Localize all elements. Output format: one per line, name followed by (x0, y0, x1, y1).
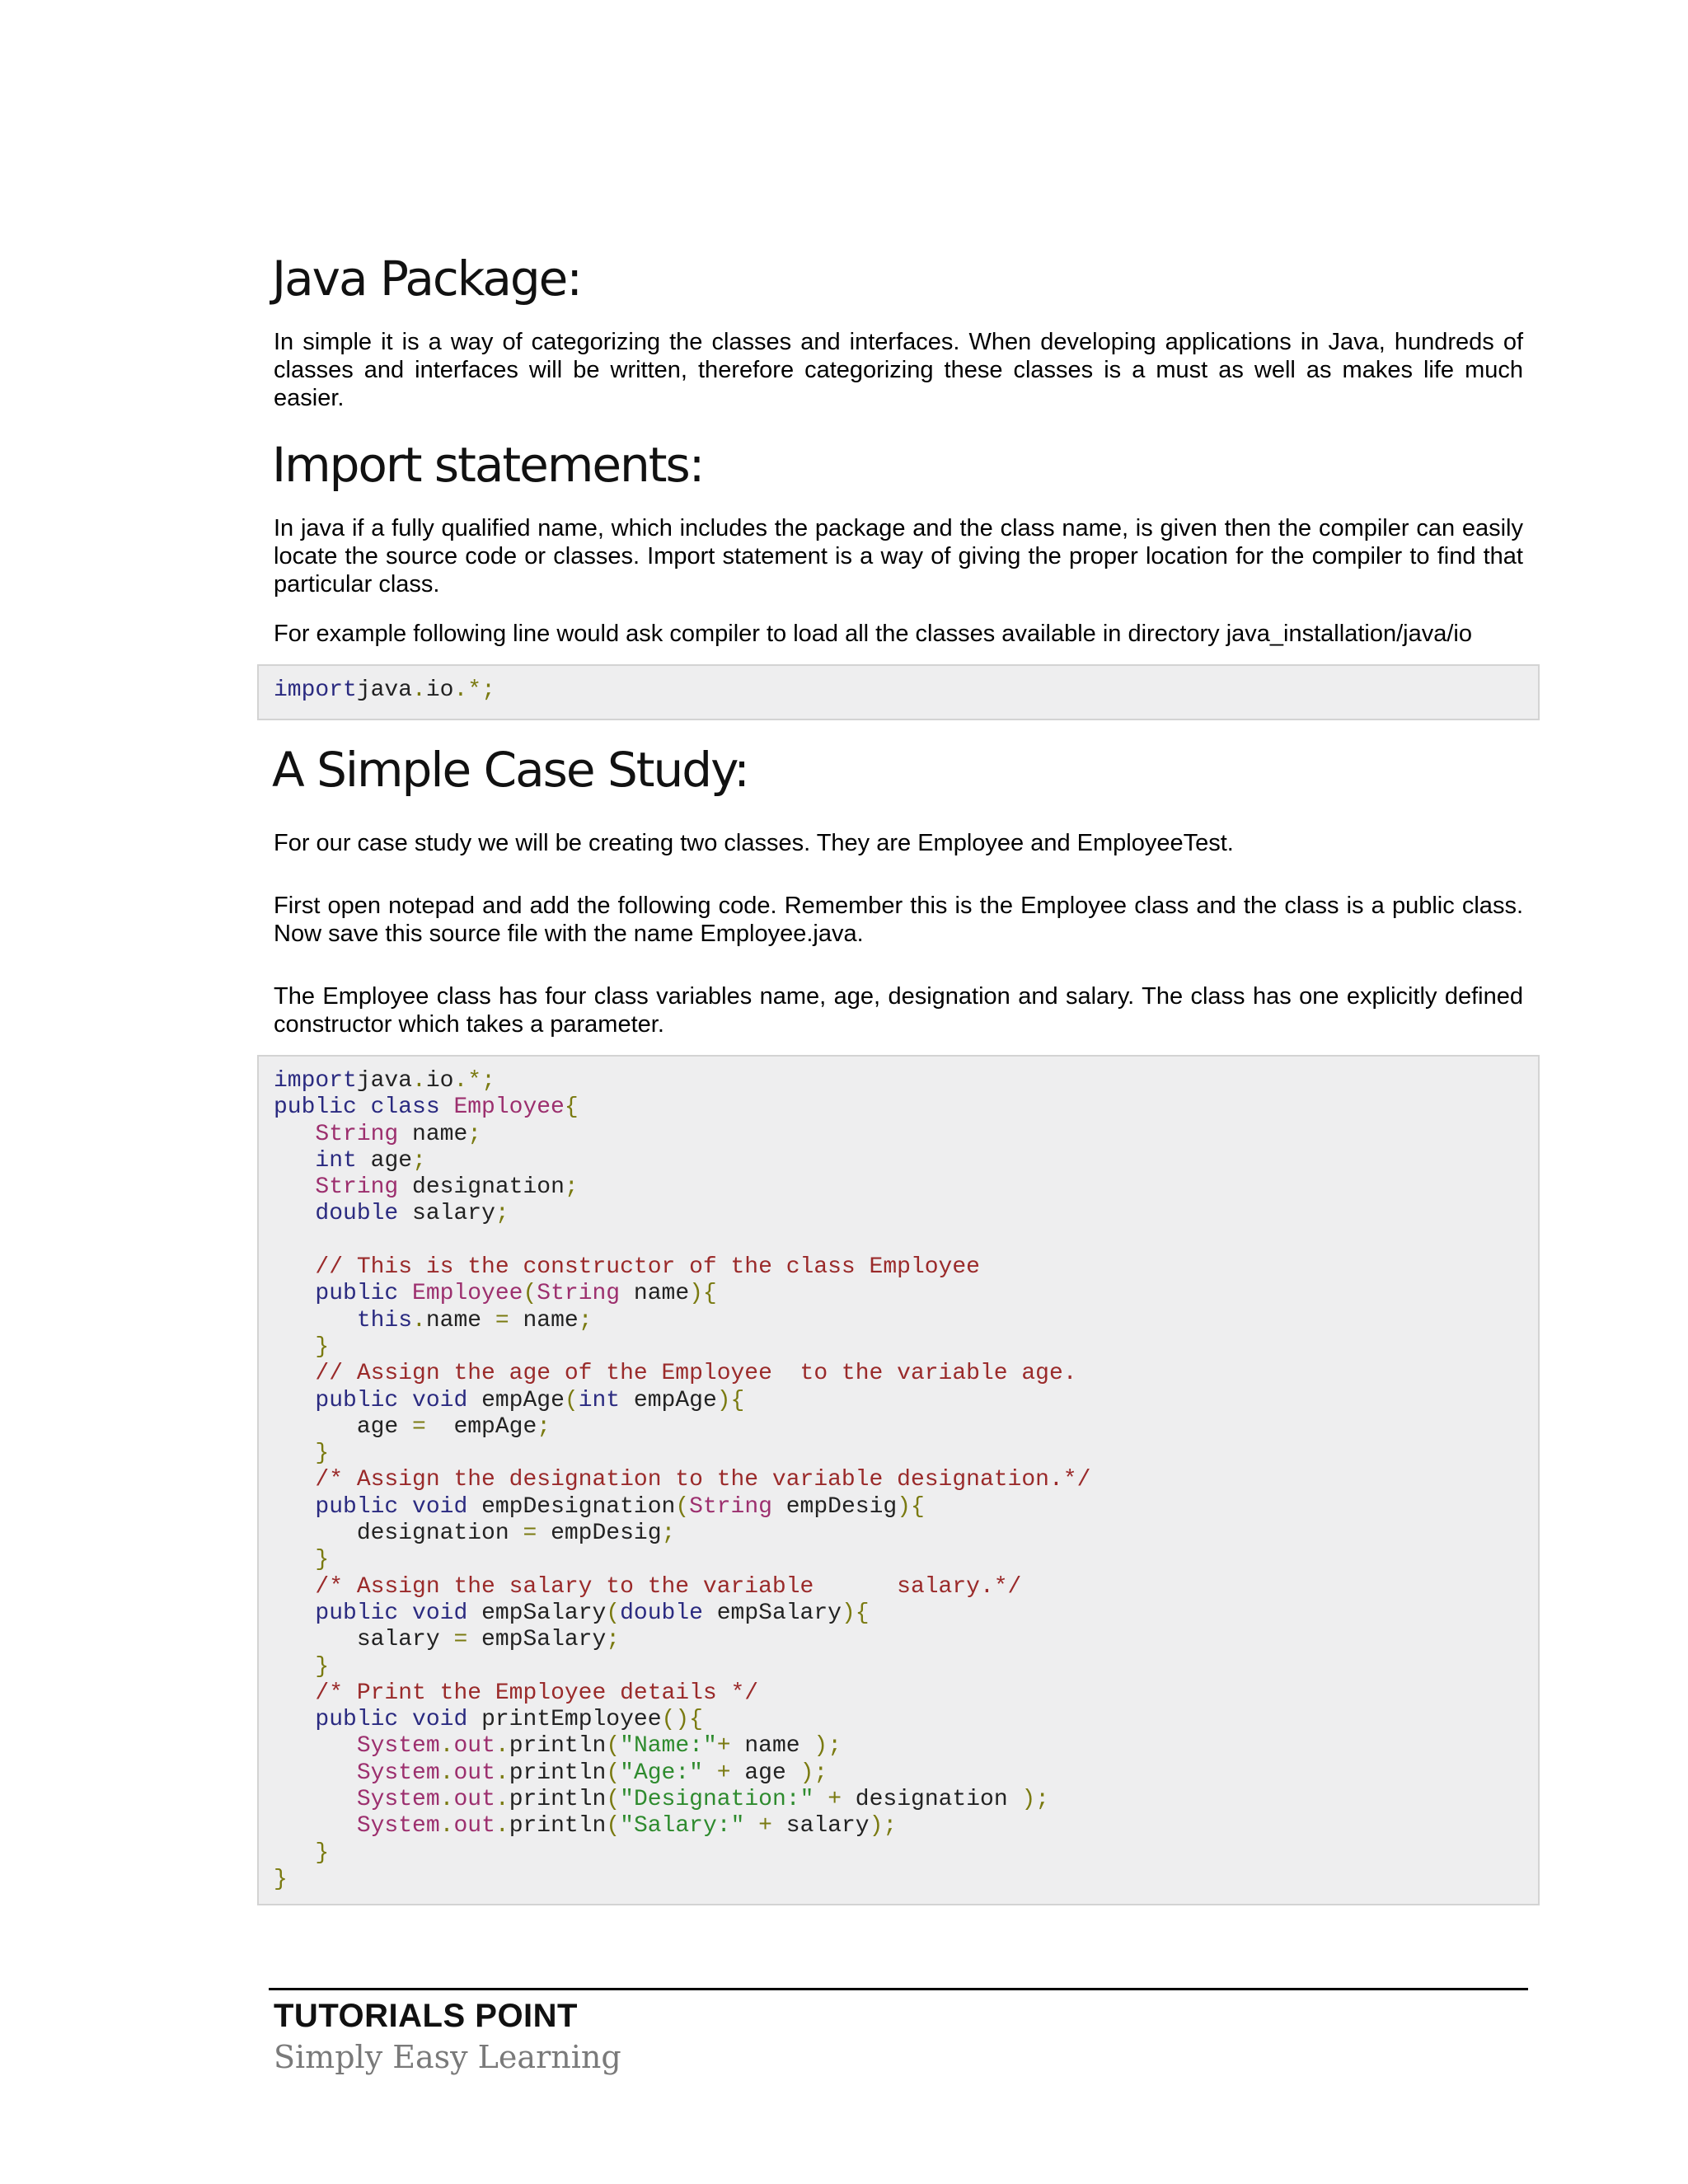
code-line (274, 1627, 1538, 1653)
code-token: public void (315, 1707, 468, 1733)
code-line (274, 1840, 1538, 1867)
code-token: int (578, 1387, 621, 1413)
code-token: . (439, 1760, 454, 1786)
code-token: empAge (467, 1387, 565, 1413)
code-token (274, 1707, 315, 1732)
code-token: public void (315, 1387, 468, 1413)
code-token: { (564, 1094, 579, 1121)
paragraph-case-study-3: The Employee class has four class variables name, age, designation and salary. The class has one explicitly defined constructor which takes a parameter. (274, 983, 1523, 1038)
code-token: Employee (453, 1094, 565, 1121)
code-token: } (315, 1333, 330, 1360)
code-line (274, 1654, 1538, 1680)
code-token: . (412, 1307, 426, 1333)
footer-brand: TUTORIALS POINT (274, 1998, 578, 2034)
code-token: double (620, 1600, 703, 1626)
code-token: ( (606, 1760, 621, 1786)
code-token: = (412, 1413, 426, 1440)
code-token (274, 1840, 315, 1866)
code-line (274, 1254, 1538, 1281)
footer-divider (269, 1988, 1528, 1990)
code-line (274, 1494, 1538, 1521)
code-line (274, 1334, 1538, 1361)
code-token: println (509, 1813, 607, 1840)
code-token: out (453, 1733, 495, 1760)
code-token: empDesignation (467, 1493, 676, 1520)
code-line (274, 1068, 1538, 1094)
code-token: System (356, 1813, 440, 1840)
code-token: = (523, 1521, 537, 1547)
code-token (274, 1467, 315, 1493)
code-line (274, 1281, 1538, 1307)
code-token: ( (606, 1733, 621, 1760)
code-line (274, 1574, 1538, 1601)
code-token (274, 1361, 315, 1386)
code-token: . (439, 1733, 454, 1760)
code-line (274, 1467, 1538, 1493)
code-token: empSalary (702, 1600, 842, 1626)
code-line (274, 1760, 1538, 1787)
code-token: = (495, 1307, 509, 1333)
code-token: . (495, 1733, 509, 1760)
code-token: ( (675, 1493, 690, 1520)
code-token (274, 1654, 315, 1680)
code-token: String (315, 1121, 399, 1147)
code-token: + (814, 1787, 842, 1813)
heading-import-statements: Import statements: (272, 437, 704, 493)
code-token: ); (799, 1760, 828, 1786)
paragraph-java-package: In simple it is a way of categorizing the classes and interfaces. When developing applications in Java, hundreds of classes and interfaces will be written, therefore categorizing these classes is a must as well as makes life much easier. (274, 329, 1523, 411)
code-token: io (425, 677, 454, 703)
code-token: . (412, 1068, 426, 1094)
code-line (274, 1122, 1538, 1148)
code-token: ; (537, 1413, 551, 1440)
code-line (274, 1680, 1538, 1707)
code-token: empDesig (537, 1521, 662, 1547)
code-line (274, 1787, 1538, 1813)
code-token: + (702, 1760, 731, 1786)
code-token (274, 1680, 315, 1706)
code-line (274, 1414, 1538, 1441)
code-token (274, 1281, 315, 1306)
code-token: } (315, 1547, 330, 1573)
paragraph-case-study-2: First open notepad and add the following code. Remember this is the Employee class and the class is a public class. Now save this source file with the name Employee.java. (274, 893, 1523, 947)
code-token: java (356, 677, 413, 703)
code-token: = (453, 1627, 468, 1653)
code-token: name (620, 1281, 690, 1307)
code-token (274, 1574, 315, 1600)
code-token (274, 1122, 315, 1147)
code-token (274, 1201, 315, 1226)
code-token: . (495, 1787, 509, 1813)
code-block-employee-class (257, 1055, 1540, 1905)
code-token: ); (814, 1733, 842, 1760)
code-line (274, 677, 1538, 704)
code-line (274, 1201, 1538, 1227)
code-token: ; (661, 1521, 676, 1547)
code-token: println (509, 1760, 607, 1786)
code-token: public void (315, 1493, 468, 1520)
code-token: name (425, 1307, 495, 1333)
code-block-import-example (257, 664, 1540, 720)
code-token: this (356, 1307, 413, 1333)
heading-simple-case-study: A Simple Case Study: (272, 742, 748, 798)
code-token: ; (578, 1307, 593, 1333)
code-token: ( (523, 1281, 537, 1307)
paragraph-import-statements-2: For example following line would ask compiler to load all the classes available in directory java_installation/java/io (274, 621, 1472, 647)
paragraph-import-statements-1: In java if a fully qualified name, which includes the package and the class name, is given then the compiler can easily locate the source code or classes. Import statement is a way of giving the proper location for the compiler to find that particular class. (274, 515, 1523, 598)
code-token: empAge (620, 1387, 717, 1413)
code-line (274, 1867, 1538, 1893)
code-token: System (356, 1733, 440, 1760)
code-token: designation (274, 1521, 523, 1547)
code-token (274, 1308, 357, 1333)
code-token: out (453, 1813, 495, 1840)
code-token (274, 1254, 315, 1280)
code-token (274, 1733, 357, 1759)
code-token: name (730, 1733, 814, 1760)
code-token: empSalary (467, 1600, 607, 1626)
code-token: name (398, 1121, 468, 1147)
code-token: String (315, 1174, 399, 1201)
code-token: "Salary:" (620, 1813, 745, 1840)
code-token: } (315, 1441, 330, 1467)
code-token: age (356, 1147, 413, 1174)
code-token: age (730, 1760, 800, 1786)
code-token: } (315, 1840, 330, 1866)
code-token: empDesig (771, 1493, 898, 1520)
code-line (274, 1441, 1538, 1467)
code-token: ; (564, 1174, 579, 1201)
code-token: ; (412, 1147, 426, 1174)
code-token: .*; (453, 1068, 495, 1094)
code-token: empAge (425, 1413, 537, 1440)
code-line (274, 1707, 1538, 1733)
code-token: import (274, 677, 357, 703)
code-token (274, 1494, 315, 1520)
code-token: String (689, 1493, 772, 1520)
code-line (274, 1388, 1538, 1414)
code-token (274, 1760, 357, 1786)
code-token: ){ (716, 1387, 745, 1413)
code-token: + (716, 1733, 731, 1760)
code-token: out (453, 1760, 495, 1786)
code-token: ; (495, 1201, 509, 1227)
code-token: . (439, 1787, 454, 1813)
code-token: ; (467, 1121, 482, 1147)
code-token: ( (606, 1787, 621, 1813)
code-token: designation (398, 1174, 565, 1201)
paragraph-case-study-1: For our case study we will be creating two classes. They are Employee and EmployeeTest. (274, 830, 1234, 856)
code-token: . (439, 1813, 454, 1840)
code-token: public class (274, 1094, 454, 1121)
code-token: name (509, 1307, 579, 1333)
code-token: java (356, 1068, 413, 1094)
code-token: ){ (897, 1493, 925, 1520)
code-line (274, 1547, 1538, 1573)
code-token: /* Assign the designation to the variable designation.*/ (315, 1467, 1091, 1493)
code-token: designation (842, 1787, 1022, 1813)
code-token: salary (274, 1627, 454, 1653)
code-line (274, 1148, 1538, 1174)
heading-java-package: Java Package: (272, 251, 581, 307)
code-token: } (274, 1866, 288, 1892)
code-token: ); (1021, 1787, 1050, 1813)
code-token: System (356, 1787, 440, 1813)
code-token: println (509, 1787, 607, 1813)
code-token: salary (771, 1813, 870, 1840)
code-token: "Designation:" (620, 1787, 814, 1813)
code-token (274, 1787, 357, 1812)
code-line (274, 1094, 1538, 1121)
code-token: (){ (661, 1707, 703, 1733)
code-line (274, 1228, 1538, 1254)
code-token: } (315, 1653, 330, 1680)
footer-tagline: Simply Easy Learning (274, 2039, 621, 2075)
code-token (274, 1174, 315, 1200)
code-token: Employee (412, 1281, 523, 1307)
code-token (274, 1441, 315, 1466)
code-token: "Age:" (620, 1760, 703, 1786)
code-token: ( (606, 1600, 621, 1626)
code-token: . (495, 1760, 509, 1786)
code-line (274, 1308, 1538, 1334)
code-token: println (509, 1733, 607, 1760)
code-line (274, 1733, 1538, 1760)
code-token: "Name:" (620, 1733, 717, 1760)
code-line (274, 1361, 1538, 1387)
code-line (274, 1174, 1538, 1201)
code-token: salary (398, 1201, 495, 1227)
code-token: // This is the constructor of the class Employee (315, 1254, 980, 1281)
code-token: // Assign the age of the Employee to the variable age. (315, 1361, 1077, 1387)
code-token: public (315, 1281, 413, 1307)
code-token: . (412, 677, 426, 703)
code-token: age (274, 1413, 413, 1440)
code-line (274, 1601, 1538, 1627)
code-token: .*; (453, 677, 495, 703)
code-token (274, 1601, 315, 1626)
code-token: + (744, 1813, 772, 1840)
code-token: /* Assign the salary to the variable salary.*/ (315, 1573, 1022, 1600)
code-token: double (315, 1201, 399, 1227)
code-token (274, 1334, 315, 1360)
code-token: ){ (689, 1281, 717, 1307)
code-token: ( (564, 1387, 579, 1413)
code-token: int (315, 1147, 357, 1174)
code-token: printEmployee (467, 1707, 662, 1733)
code-line (274, 1813, 1538, 1840)
code-token: /* Print the Employee details */ (315, 1680, 759, 1706)
code-token: import (274, 1068, 357, 1094)
code-token (274, 1547, 315, 1572)
code-token: io (425, 1068, 454, 1094)
code-token: ); (869, 1813, 898, 1840)
code-token: . (495, 1813, 509, 1840)
code-token (274, 1813, 357, 1839)
code-token: ( (606, 1813, 621, 1840)
code-line (274, 1521, 1538, 1547)
code-token: String (537, 1281, 621, 1307)
code-token: ){ (841, 1600, 870, 1626)
code-token (274, 1388, 315, 1413)
code-token: out (453, 1787, 495, 1813)
code-token (274, 1148, 315, 1174)
code-token: ; (606, 1627, 621, 1653)
code-token: public void (315, 1600, 468, 1626)
code-token: System (356, 1760, 440, 1786)
code-token: empSalary (467, 1627, 607, 1653)
